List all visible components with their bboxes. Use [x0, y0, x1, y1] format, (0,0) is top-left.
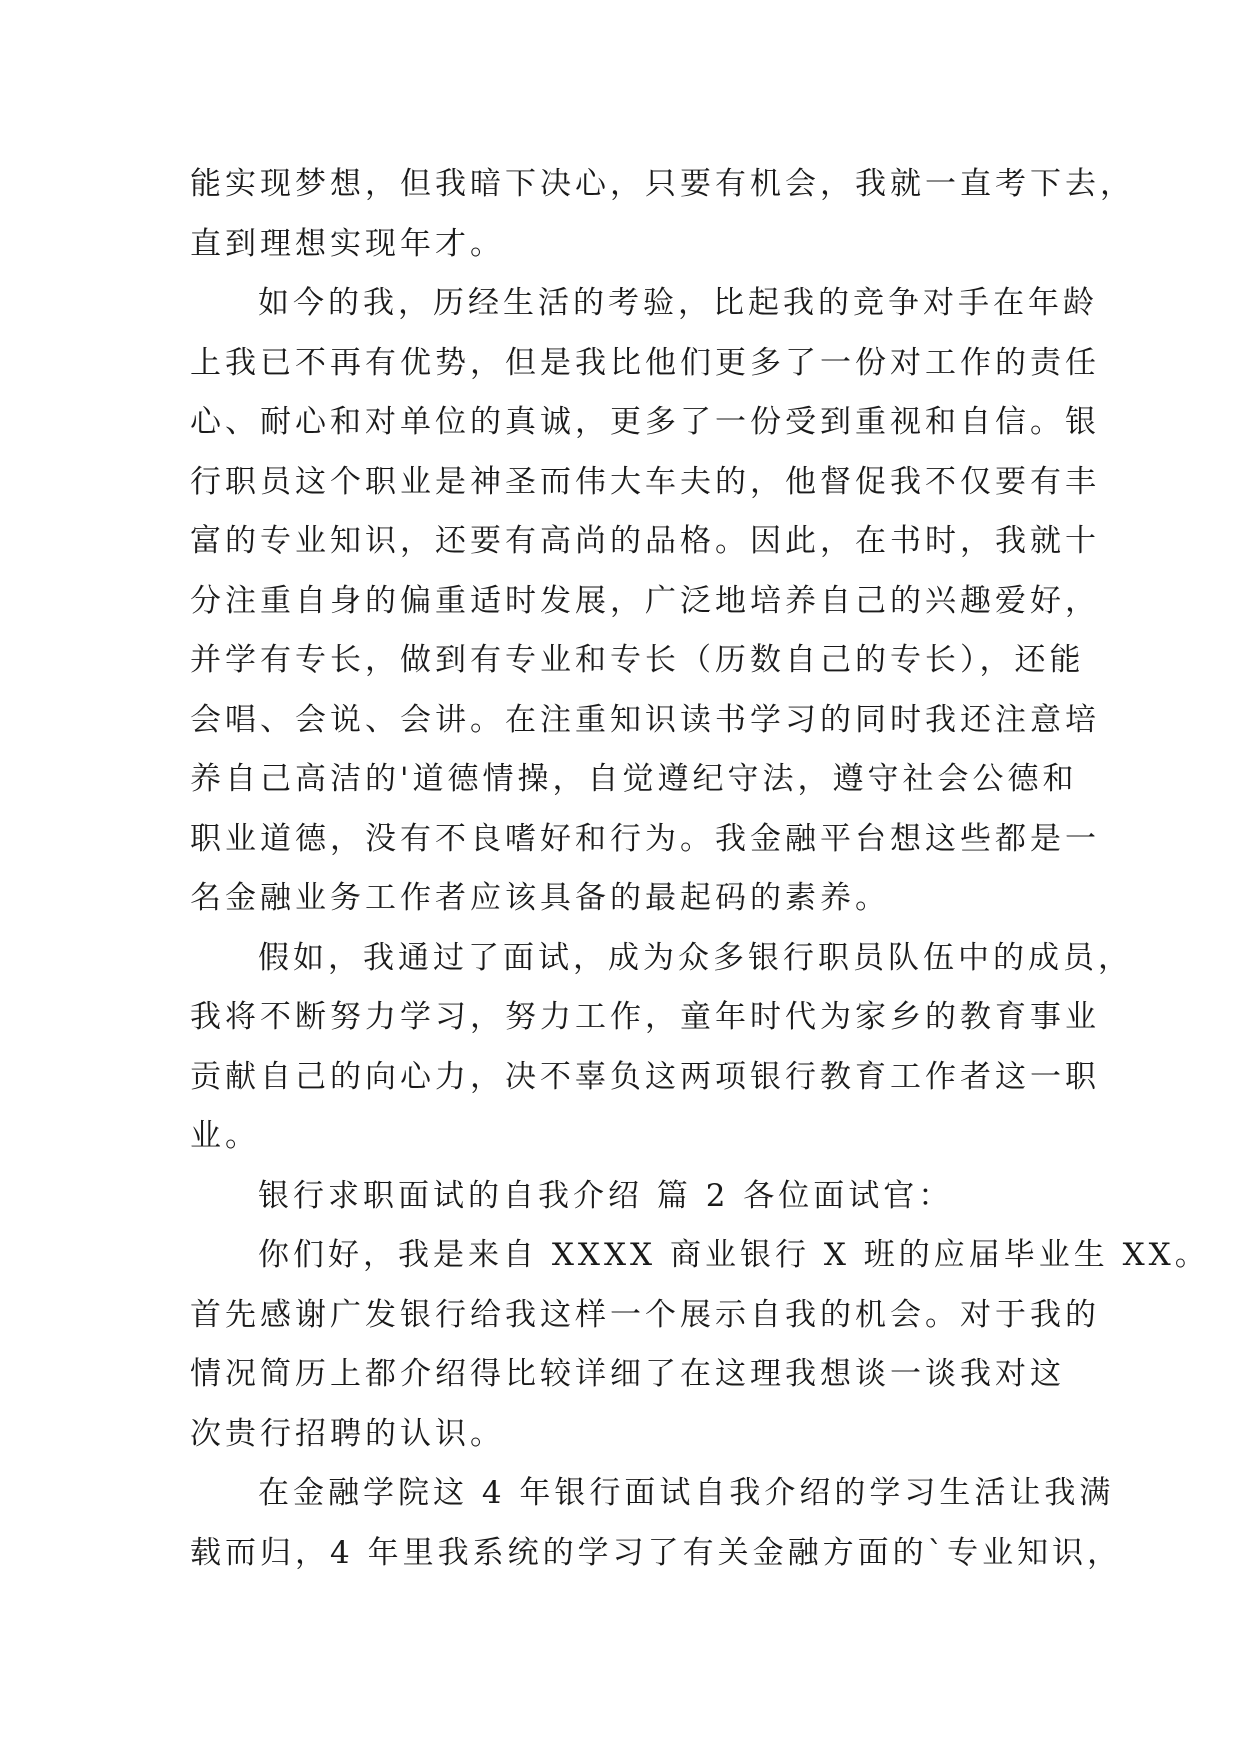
text-line: 名金融业务工作者应该具备的最起码的素养。 [190, 880, 890, 916]
text-line: 直到理想实现年才。 [190, 225, 505, 262]
text-line: 富的专业知识，还要有高尚的品格。因此，在书时，我就十 [190, 523, 1100, 559]
text-line: 行职员这个职业是神圣而伟大车夫的，他督促我不仅要有丰 [190, 463, 1100, 500]
text-line: 假如，我通过了面试，成为众多银行职员队伍中的成员， [258, 939, 1133, 976]
text-line: 职业道德，没有不良嗜好和行为。我金融平台想这些都是一 [190, 820, 1100, 857]
text-line: 情况简历上都介绍得比较详细了在这理我想谈一谈我对这 [190, 1356, 1065, 1392]
document-body [190, 155, 1210, 1583]
text-line: 分注重自身的偏重适时发展，广泛地培养自己的兴趣爱好， [190, 582, 1100, 619]
text-line: 你们好，我是来自 XXXX 商业银行 X 班的应届毕业生 XX。 [258, 1237, 1210, 1273]
text-line: 上我已不再有优势，但是我比他们更多了一份对工作的责任 [190, 344, 1100, 381]
text-line: 首先感谢广发银行给我这样一个展示自我的机会。对于我的 [190, 1296, 1100, 1333]
text-line: 心、耐心和对单位的真诚，更多了一份受到重视和自信。银 [190, 404, 1100, 440]
text-line: 在金融学院这 4 年银行面试自我介绍的学习生活让我满 [258, 1475, 1115, 1511]
text-line: 贡献自己的向心力，决不辜负这两项银行教育工作者这一职 [190, 1058, 1100, 1095]
text-line: 次贵行招聘的认识。 [190, 1415, 505, 1452]
text-line: 养自己高洁的'道德情操，自觉遵纪守法，遵守社会公德和 [190, 761, 1078, 797]
text-line: 能实现梦想，但我暗下决心，只要有机会，我就一直考下去， [190, 166, 1135, 202]
text-line: 会唱、会说、会讲。在注重知识读书学习的同时我还注意培 [190, 701, 1100, 738]
text-line: 如今的我，历经生活的考验，比起我的竞争对手在年龄 [258, 285, 1098, 321]
text-line: 并学有专长，做到有专业和专长（历数自己的专长），还能 [190, 642, 1085, 678]
text-line: 业。 [190, 1118, 260, 1154]
text-line: 载而归，4 年里我系统的学习了有关金融方面的`专业知识， [190, 1534, 1123, 1571]
text-line: 我将不断努力学习，努力工作，童年时代为家乡的教育事业 [190, 999, 1100, 1035]
text-line: 银行求职面试的自我介绍 篇 2 各位面试官： [258, 1177, 954, 1214]
